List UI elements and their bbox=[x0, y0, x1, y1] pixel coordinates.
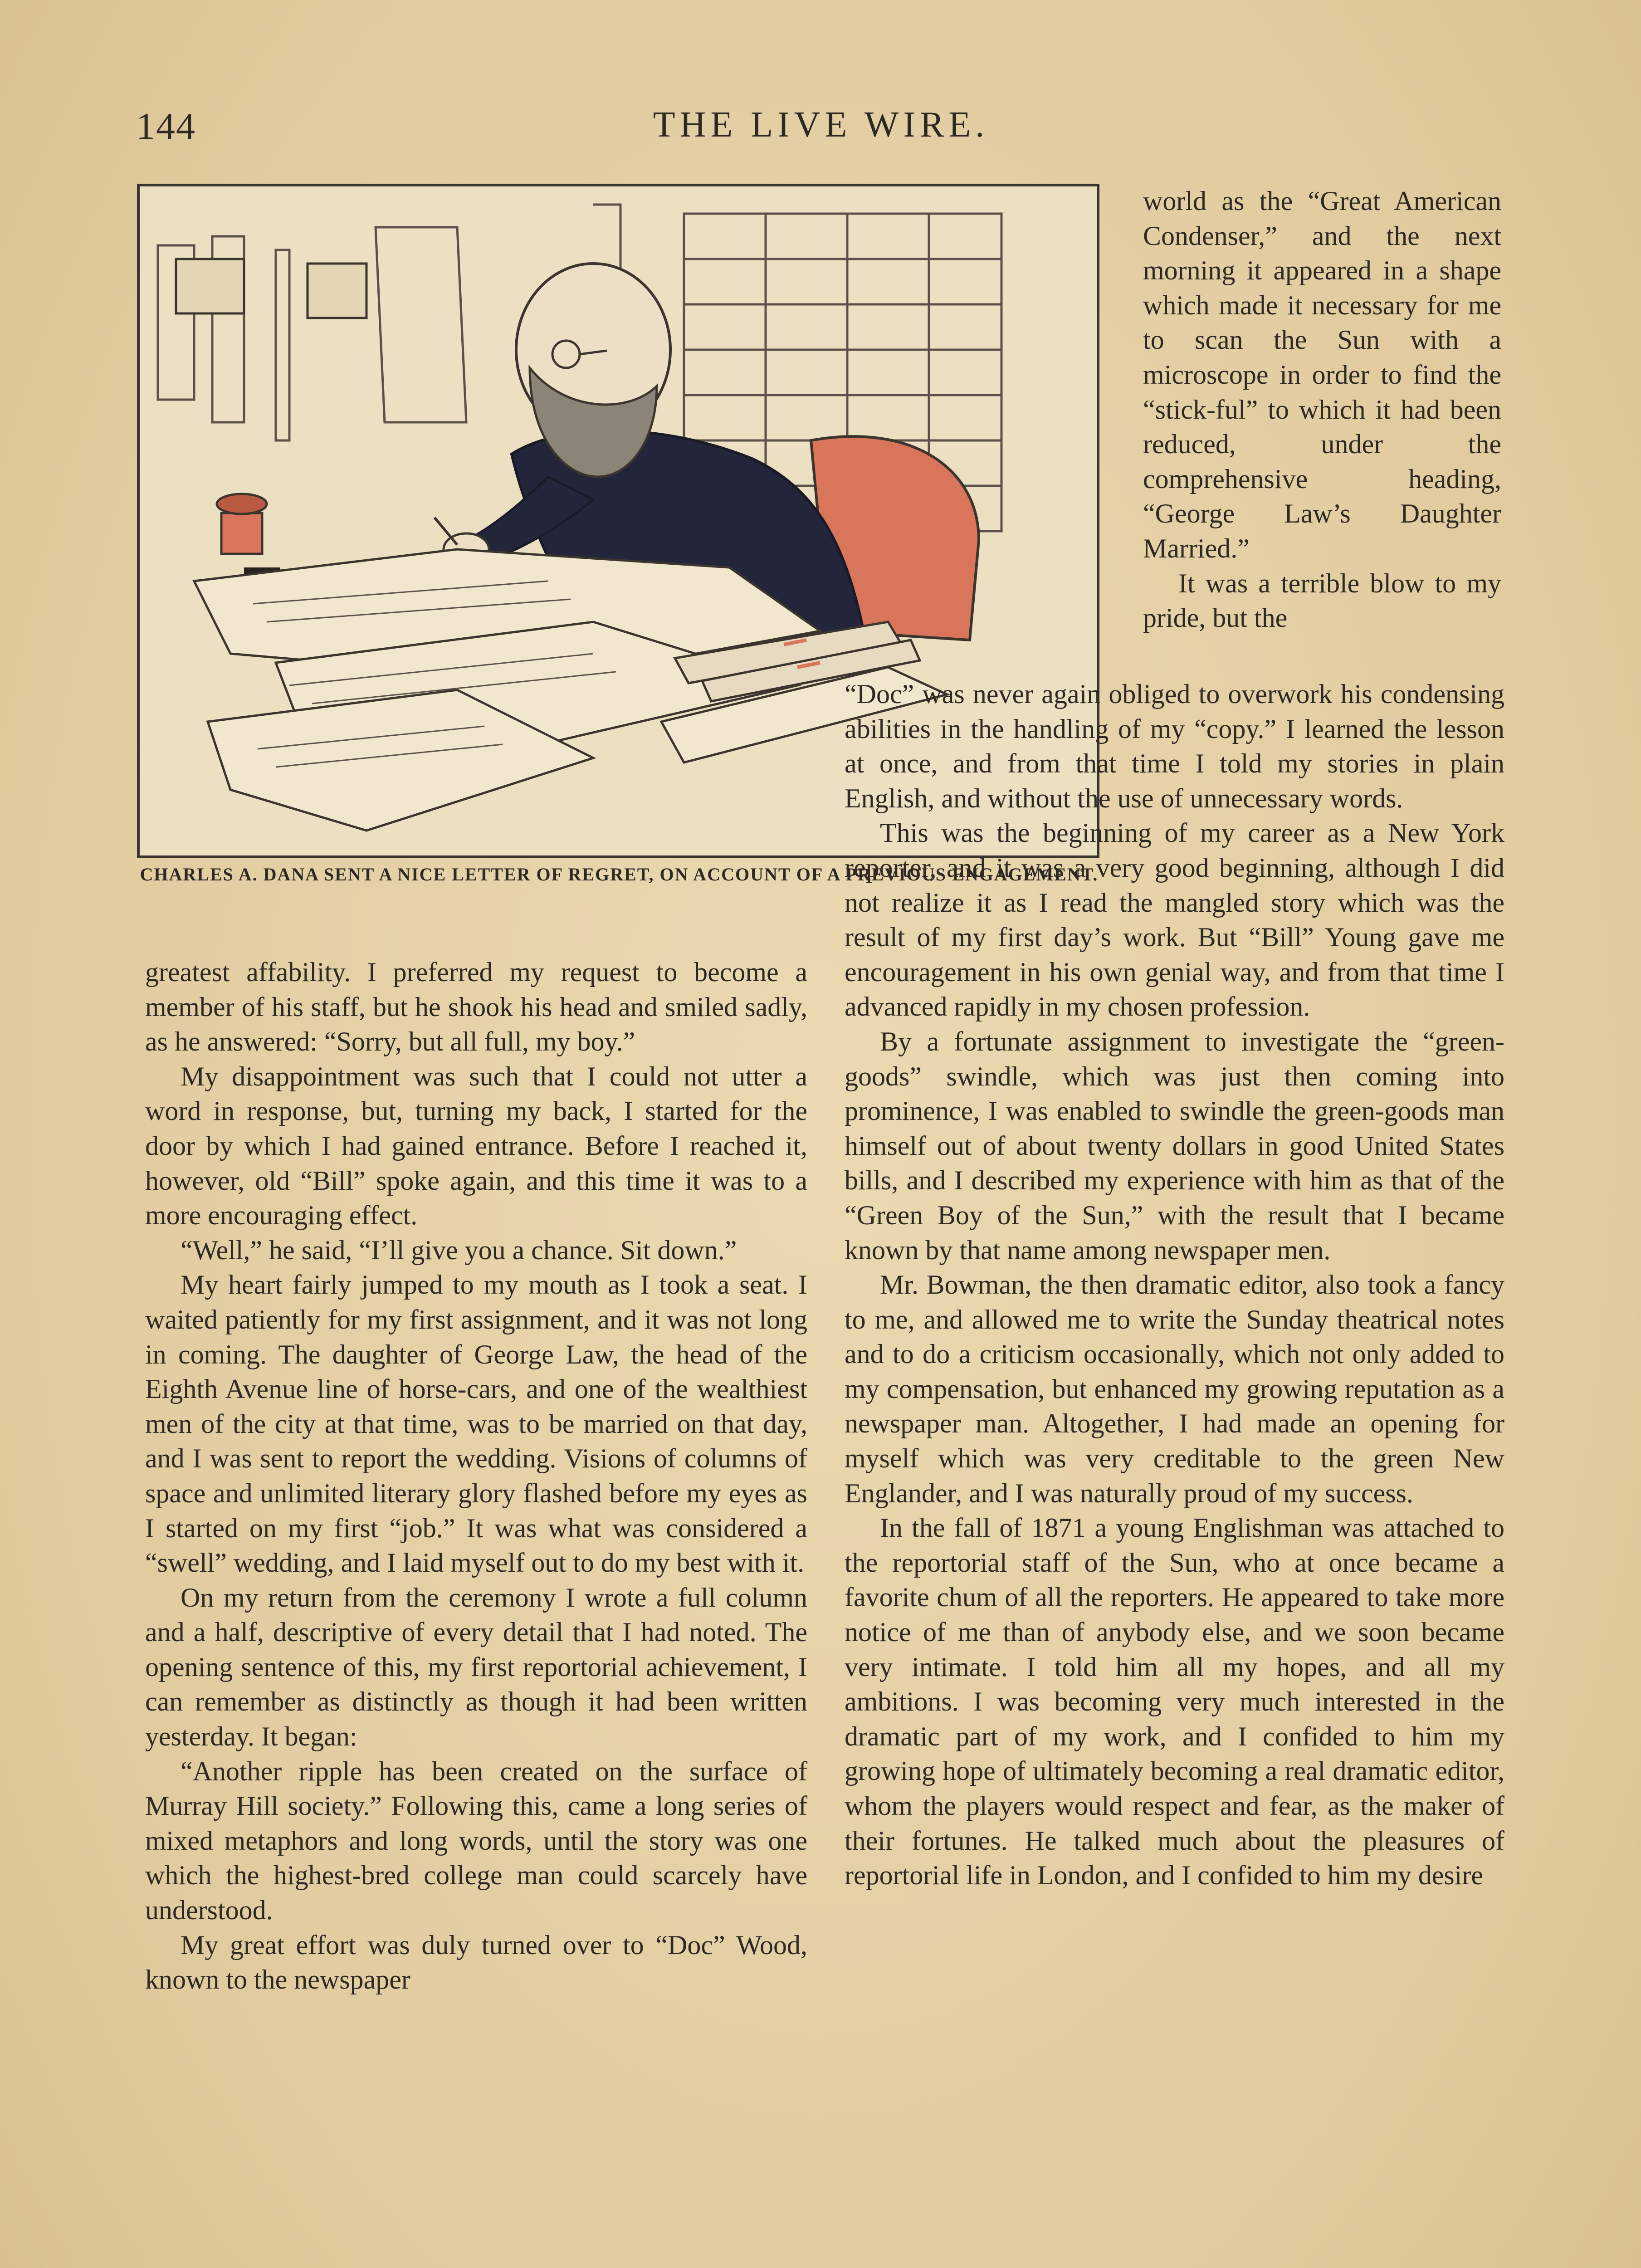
page-number: 144 bbox=[136, 105, 196, 147]
paragraph: “Doc” was never again obliged to overwork his condensing abilities in the handling of my “copy.” I learned the lesson at once, and from that time I told my stories in plain English, and without the use of unnecessary words. bbox=[845, 679, 1504, 813]
paragraph: On my return from the ceremony I wrote a full column and a half, descriptive of every detail that I had noted. The opening sentence of this, my first reportorial achievement, I can remember as distinctly as though it had been written yesterday. It began: bbox=[145, 1582, 807, 1752]
paragraph: “Another ripple has been created on the surface of Murray Hill society.” Following this, came a long series of mixed metaphors and long words, until the story was one which the highest-bred college man could scarcely have understood. bbox=[145, 1756, 807, 1926]
paragraph: In the fall of 1871 a young Englishman was attached to the reportorial staff of the Sun, who at once became a favorite chum of all the reporters. He appeared to take more notice of me than of anybody else, and we soon became very intimate. I told him all my hopes, and all my ambitions. I was becoming very much interested in the dramatic part of my work, and I confided to him my growing hope of ultimately becoming a real dramatic editor, whom the players would respect and fear, as the maker of their fortunes. He talked much about the pleasures of reportorial life in London, and I confided to him my desire bbox=[845, 1513, 1504, 1891]
running-head: THE LIVE WIRE. bbox=[653, 105, 989, 145]
paragraph: My disappointment was such that I could not utter a word in response, but, turning my back, I started for the door by which I had gained entrance. Before I reached it, however, old “Bill” spoke again, and this time it was to a more encouraging effect. bbox=[145, 1061, 807, 1231]
text-column-right-top bbox=[1143, 184, 1501, 635]
paragraph: My heart fairly jumped to my mouth as I took a seat. I waited patiently for my first assignment, and it was not long in coming. The daughter of George Law, the head of the Eighth Avenue line of horse-cars, and one of the wealthiest men of the city at that time, was to be married on that day, and I was sent to report the wedding. Visions of columns of space and unlimited literary glory flashed before my eyes as I started on my first “job.” It was what was considered a “swell” wedding, and I laid myself out to do my best with it. bbox=[145, 1270, 807, 1578]
paragraph: world as the “Great American Condenser,” and the next morning it appeared in a shape which made it necessary for me to scan the Sun with a microscope in order to find the “stick-ful” to which it had been reduced, under the comprehensive heading, “George Law’s Daughter Married.” bbox=[1143, 186, 1501, 563]
paragraph: My great effort was duly turned over to “Doc” Wood, known to the newspaper bbox=[145, 1930, 807, 1995]
text-column-right bbox=[845, 677, 1504, 1893]
paragraph: greatest affability. I preferred my request to become a member of his staff, but he shook his head and smiled sadly, as he answered: “Sorry, but all full, my boy.” bbox=[145, 957, 807, 1057]
paragraph: It was a terrible blow to my pride, but the bbox=[1143, 568, 1501, 633]
illustration-caption: CHARLES A. DANA SENT A NICE LETTER OF REGRET, ON ACCOUNT OF A PREVIOUS ENGAGEMENT. bbox=[140, 864, 1099, 885]
paragraph: Mr. Bowman, the then dramatic editor, also took a fancy to me, and allowed me to write the Sunday theatrical notes and to do a criticism occasionally, which not only added to my compensation, but enhanced my growing reputation as a newspaper man. Altogether, I had made an opening for myself which was very creditable to the green New Englander, and I was naturally proud of my success. bbox=[845, 1270, 1504, 1508]
paragraph: By a fortunate assignment to investigate the “green-goods” swindle, which was just then coming into prominence, I was enabled to swindle the green-goods man himself out of about twenty dollars in good United States bills, and I described my experience with him as that of the “Green Boy of the Sun,” with the result that I became known by that name among newspaper men. bbox=[845, 1026, 1504, 1265]
page-header bbox=[136, 104, 1506, 163]
paragraph: This was the beginning of my career as a New York reporter, and it was a very good beginning, although I did not realize it as I read the mangled story which was the result of my first day’s work. But “Bill” Young gave me encouragement in his own genial way, and from that time I advanced rapidly in my chosen profession. bbox=[845, 818, 1504, 1022]
text-column-left bbox=[145, 955, 807, 1997]
paragraph: “Well,” he said, “I’ll give you a chance. Sit down.” bbox=[181, 1235, 737, 1265]
